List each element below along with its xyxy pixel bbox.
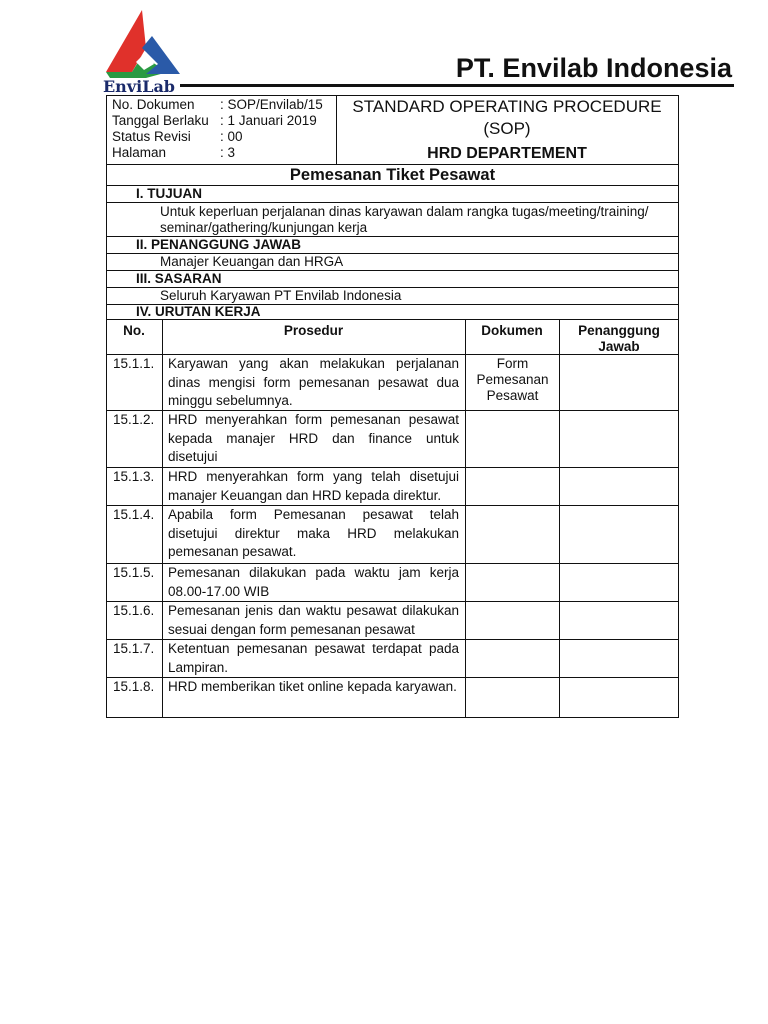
- divider-tujuan-heading: [106, 202, 679, 203]
- table-row-procedure: Karyawan yang akan melakukan perjalanan dinas mengisi form pemesanan pesawat dua minggu sebelumnya.: [168, 356, 459, 408]
- table-header-jawab: Jawab: [598, 339, 640, 354]
- table-header-dokumen: Dokumen: [481, 323, 543, 338]
- table-row-number: 15.1.7.: [113, 641, 155, 656]
- doc-info-value: : 1 Januari 2019: [220, 113, 317, 128]
- table-row-document: Pesawat: [486, 388, 539, 403]
- envilab-logo: [96, 8, 182, 98]
- doc-info-label: Tanggal Berlaku: [112, 113, 209, 128]
- doc-info-label: Halaman: [112, 145, 167, 160]
- table-row-number: 15.1.2.: [113, 412, 155, 427]
- divider-col-dokumen: [559, 319, 560, 718]
- table-row-procedure: Apabila form Pemesanan pesawat telah disetujui direktur maka HRD melakukan pemesanan pesawat.: [168, 507, 459, 559]
- table-row-procedure: HRD menyerahkan form pemesanan pesawat kepada manajer HRD dan finance untuk disetujui: [168, 412, 459, 464]
- table-row-document: Form: [496, 356, 529, 371]
- envilab-logo-mark: [96, 8, 182, 98]
- document-title: Pemesanan Tiket Pesawat: [289, 166, 496, 184]
- section-penanggung-text: Manajer Keuangan dan HRGA: [160, 254, 344, 269]
- table-row-number: 15.1.4.: [113, 507, 155, 522]
- doc-info-value: : 00: [220, 129, 243, 144]
- doc-info-label: No. Dokumen: [112, 97, 195, 112]
- section-tujuan-text: seminar/gathering/kunjungan kerja: [160, 220, 368, 235]
- company-name: PT. Envilab Indonesia: [455, 53, 732, 83]
- table-row-document: Pemesanan: [476, 372, 549, 387]
- table-row-number: 15.1.8.: [113, 679, 155, 694]
- table-row-number: 15.1.6.: [113, 603, 155, 618]
- header-rule: [180, 84, 734, 87]
- logo-wordmark: EnviLab: [102, 77, 176, 96]
- section-tujuan-text: Untuk keperluan perjalanan dinas karyawan dalam rangka tugas/meeting/training/: [160, 204, 649, 219]
- section-urutan-heading: IV. URUTAN KERJA: [136, 304, 261, 319]
- table-row-number: 15.1.5.: [113, 565, 155, 580]
- table-row-number: 15.1.1.: [113, 356, 155, 371]
- table-header-penanggung: Penanggung: [578, 323, 660, 338]
- doc-info-value: : 3: [220, 145, 236, 160]
- divider-col-no: [162, 319, 163, 718]
- table-row-procedure: Pemesanan dilakukan pada waktu jam kerja 08.00-17.00 WIB: [168, 565, 459, 599]
- table-row-procedure: Ketentuan pemesanan pesawat terdapat pada Lampiran.: [168, 641, 459, 675]
- doc-info-value: : SOP/Envilab/15: [220, 97, 323, 112]
- section-sasaran-heading: III. SASARAN: [136, 271, 222, 286]
- section-penanggung-heading: II. PENANGGUNG JAWAB: [136, 237, 302, 252]
- table-header-no: No.: [123, 323, 145, 338]
- sop-title-line1: STANDARD OPERATING PROCEDURE: [352, 97, 662, 116]
- table-row-procedure: Pemesanan jenis dan waktu pesawat dilakukan sesuai dengan form pemesanan pesawat: [168, 603, 459, 637]
- section-tujuan-heading: I. TUJUAN: [136, 186, 203, 201]
- doc-info-label: Status Revisi: [112, 129, 191, 144]
- table-header-prosedur: Prosedur: [283, 323, 344, 338]
- sop-title-line2: (SOP): [483, 119, 531, 138]
- section-sasaran-text: Seluruh Karyawan PT Envilab Indonesia: [160, 288, 402, 303]
- table-row-procedure: HRD menyerahkan form yang telah disetujui manajer Keuangan dan HRD kepada direktur.: [168, 469, 459, 503]
- table-row-number: 15.1.3.: [113, 469, 155, 484]
- table-row-procedure: HRD memberikan tiket online kepada karyawan.: [168, 679, 457, 694]
- department-name: HRD DEPARTEMENT: [427, 145, 587, 162]
